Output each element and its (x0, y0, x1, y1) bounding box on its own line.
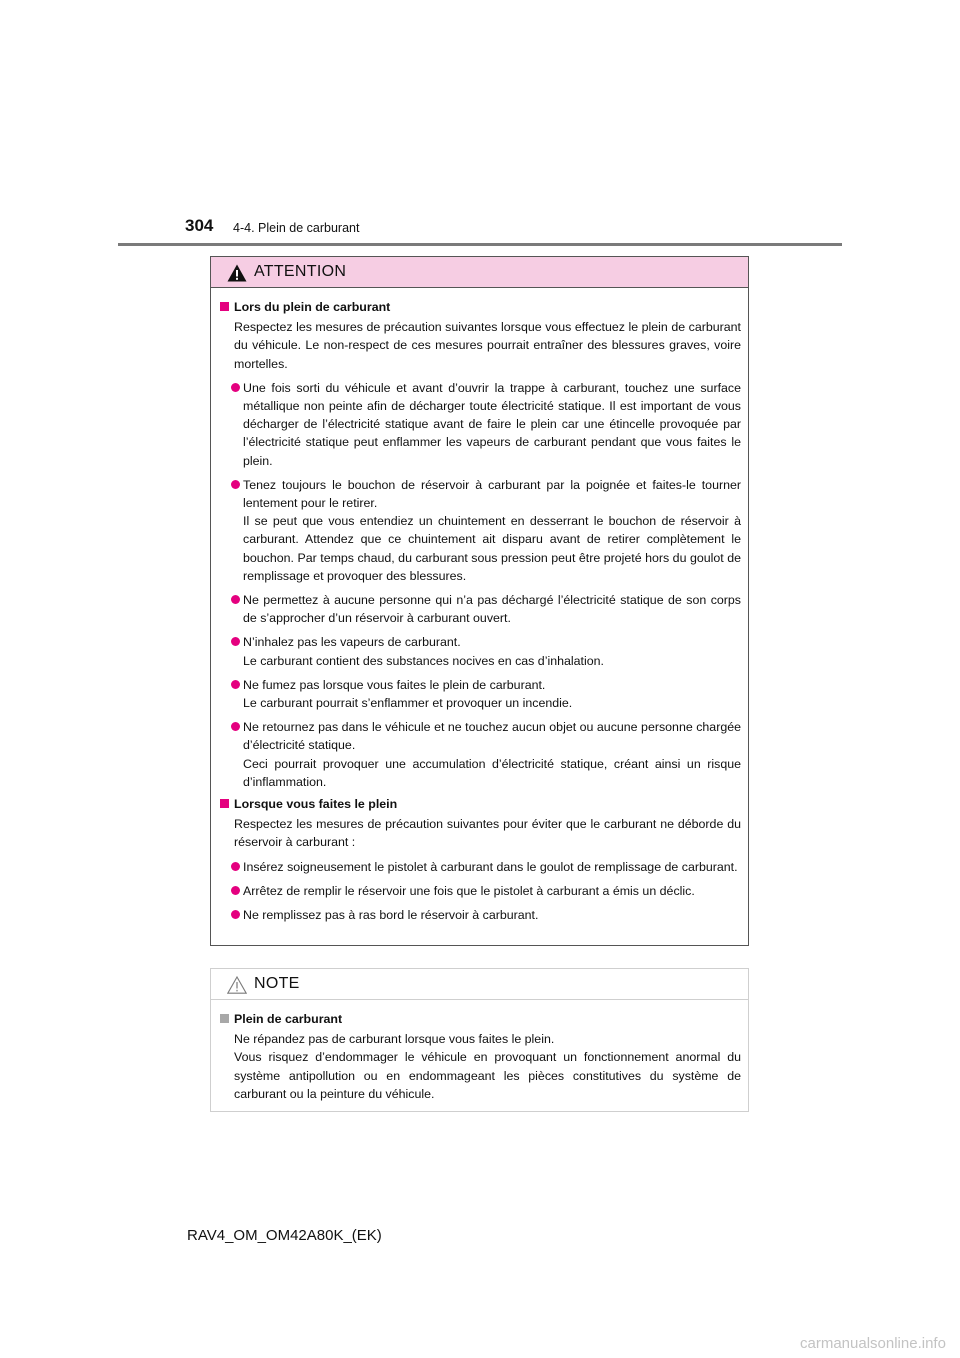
bullet-text: Ne fumez pas lorsque vous faites le plein de carburant. (243, 677, 546, 692)
bullet-item (218, 882, 741, 900)
bullet-text: Ne retournez pas dans le véhicule et ne touchez aucun objet ou aucune personne chargée d’électricité statique. (243, 720, 741, 753)
attention-title: ATTENTION (254, 263, 347, 280)
attention-box (210, 256, 749, 946)
note-header (211, 969, 748, 1000)
square-marker-icon (220, 302, 229, 311)
bullet-dot-icon (231, 862, 240, 871)
square-marker-icon (220, 1014, 229, 1023)
note-heading-text: Plein de carburant (234, 1012, 343, 1026)
bullet-text: N’inhalez pas les vapeurs de carburant. (243, 635, 461, 650)
warning-triangle-icon (227, 264, 247, 282)
bullet-text: Arrêtez de remplir le réservoir une fois que le pistolet à carburant a émis un déclic. (243, 883, 695, 898)
note-title: NOTE (254, 975, 300, 992)
bullet-text: Tenez toujours le bouchon de réservoir à carburant par la poignée et faites-le tourner lentement pour le retirer. (243, 477, 741, 511)
note-text: Ne répandez pas de carburant lorsque vous faites le plein. (234, 1032, 555, 1047)
note-heading (218, 1010, 741, 1028)
attention-body (211, 288, 748, 924)
section-intro: Respectez les mesures de précaution suivantes pour éviter que le carburant ne déborde du réservoir à carburant : (234, 817, 741, 850)
footer-code: RAV4_OM_OM42A80K_(EK) (187, 1227, 382, 1244)
bullet-item (218, 858, 741, 876)
attention-section (218, 795, 741, 924)
section-title: 4-4. Plein de carburant (233, 221, 360, 235)
page-number: 304 (185, 216, 214, 235)
bullet-dot-icon (231, 722, 240, 731)
header-rule (118, 243, 842, 246)
bullet-text: Ne permettez à aucune personne qui n’a pas déchargé l’électricité statique de son corps de s’approcher d’un réservoir à carburant ouvert. (243, 593, 741, 626)
note-text: Vous risquez d’endommager le véhicule en provoquant un fonctionnement anormal du système antipollution ou en endommageant les pièces constitutives du système de carburant ou la peinture du véhicule. (234, 1050, 741, 1101)
bullet-item (218, 591, 741, 627)
bullet-dot-icon (231, 383, 240, 392)
bullet-text: Ceci pourrait provoquer une accumulation d’électricité statique, créant ainsi un risque d’inflammation. (243, 756, 741, 789)
bullet-dot-icon (231, 910, 240, 919)
note-body (211, 1000, 748, 1103)
bullet-item (218, 379, 741, 470)
attention-header (211, 257, 748, 288)
bullet-item (218, 633, 741, 669)
bullet-text: Une fois sorti du véhicule et avant d’ouvrir la trappe à carburant, touchez une surface métallique non peinte afin de décharger toute électricité statique. Il est important de vous décharger de l’électricité statique avant de faire le plein car une étincelle provoquée par l’électricité statique peut enflammer les vapeurs de carburant pendant que vous faites le plein. (243, 380, 741, 468)
bullet-dot-icon (231, 637, 240, 646)
bullet-dot-icon (231, 480, 240, 489)
section-intro: Respectez les mesures de précaution suivantes lorsque vous effectuez le plein de carburant du véhicule. Le non-respect de ces mesures pourrait entraîner des blessures graves, voire mortelles. (234, 320, 741, 371)
bullet-text: Insérez soigneusement le pistolet à carburant dans le goulot de remplissage de carburant. (243, 859, 738, 874)
bullet-dot-icon (231, 886, 240, 895)
section-heading (218, 795, 741, 813)
bullet-dot-icon (231, 595, 240, 604)
bullet-item (218, 718, 741, 791)
section-heading-text: Lors du plein de carburant (234, 300, 391, 314)
bullet-item (218, 676, 741, 712)
bullet-item (218, 906, 741, 924)
section-heading (218, 298, 741, 316)
attention-section (218, 298, 741, 791)
caution-outline-triangle-icon (227, 976, 247, 994)
watermark: carmanualsonline.info (800, 1335, 946, 1352)
bullet-text: Le carburant contient des substances nocives en cas d’inhalation. (243, 653, 604, 668)
bullet-text: Ne remplissez pas à ras bord le réservoir à carburant. (243, 908, 539, 923)
bullet-text: Il se peut que vous entendiez un chuintement en desserrant le bouchon de réservoir à carburant. Attendez que ce chuintement ait disparu avant de retirer complètement le bouchon. Par temps chaud, du carburant sous pression peut être projeté hors du goulot de remplissage et provoquer des blessures. (243, 514, 741, 583)
bullet-dot-icon (231, 680, 240, 689)
section-heading-text: Lorsque vous faites le plein (234, 797, 398, 812)
bullet-text: Le carburant pourrait s’enflammer et provoquer un incendie. (243, 696, 573, 711)
note-box (210, 968, 749, 1112)
square-marker-icon (220, 799, 229, 808)
bullet-item (218, 476, 741, 585)
